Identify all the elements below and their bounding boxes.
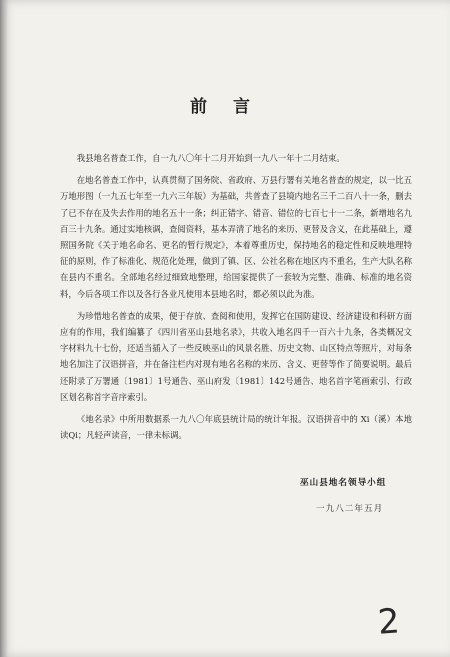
paragraph-1: 我县地名普查工作，自一九八〇年十二月开始到一九八一年十二月结束。 xyxy=(76,153,345,163)
signature-date: 一九八二年五月 xyxy=(316,504,384,514)
paragraph-3: 为珍惜地名普查的成果，便于存放、查阅和使用，发挥它在国防建设、经济建设和科研方面应有的作用，我们编纂了《四川省巫山县地名录》，共收入地名四千一百六十九条，各类概况文字材料九十七份，还适当插入了一些反映巫山的风景名胜、历史文物、山区特点等照片，对每条地名加注了汉语拼音，并在备注栏内对现有地名名称的来历、含义、更替等作了简要说明。最后还附录了万署通〔1981〕1号通告、巫山府发〔1981〕142号通告、地名首字笔画索引、行政区划名称首字音序索引。 xyxy=(60,310,412,402)
paragraph-4: 《地名录》中所用数据系一九八〇年底县统计局的统计年报。汉语拼音中的 Xi（溪）本地读Qi；凡轻声读音，一律未标调。 xyxy=(60,414,412,441)
signature-organization: 巫山县地名领导小组 xyxy=(300,478,387,488)
document-body xyxy=(60,150,412,449)
paragraph-2: 在地名普查工作中，认真贯彻了国务院、省政府、万县行署有关地名普查的规定，以一比五万地形图（一九五七年至一九六三年版）为基础，共普查了县境内地名三千二百八十一条，删去了已不存在及失去作用的地名五十一条；纠正错字、错音、错位的七百七十一二条，新增地名九百三十九条。通过实地核调，查阅资料，基本弄清了地名的来历、更替及含义，在此基础上，遵照国务院《关于地名命名、更名的暂行规定》，本着尊重历史，保持地名的稳定性和反映地理特征的原则，作了标准化、规范化处理，做到了镇、区、公社名称在地区内不重名，生产大队名称在县内不重名。全部地名经过细致地整理，给国家提供了一套较为完整、准确、标准的地名资料，今后各项工作以及各行各业凡使用本县地名时，都必须以此为准。 xyxy=(60,175,412,299)
page-title: 前 言 xyxy=(190,97,260,117)
handwritten-page-number: 2 xyxy=(376,601,402,643)
